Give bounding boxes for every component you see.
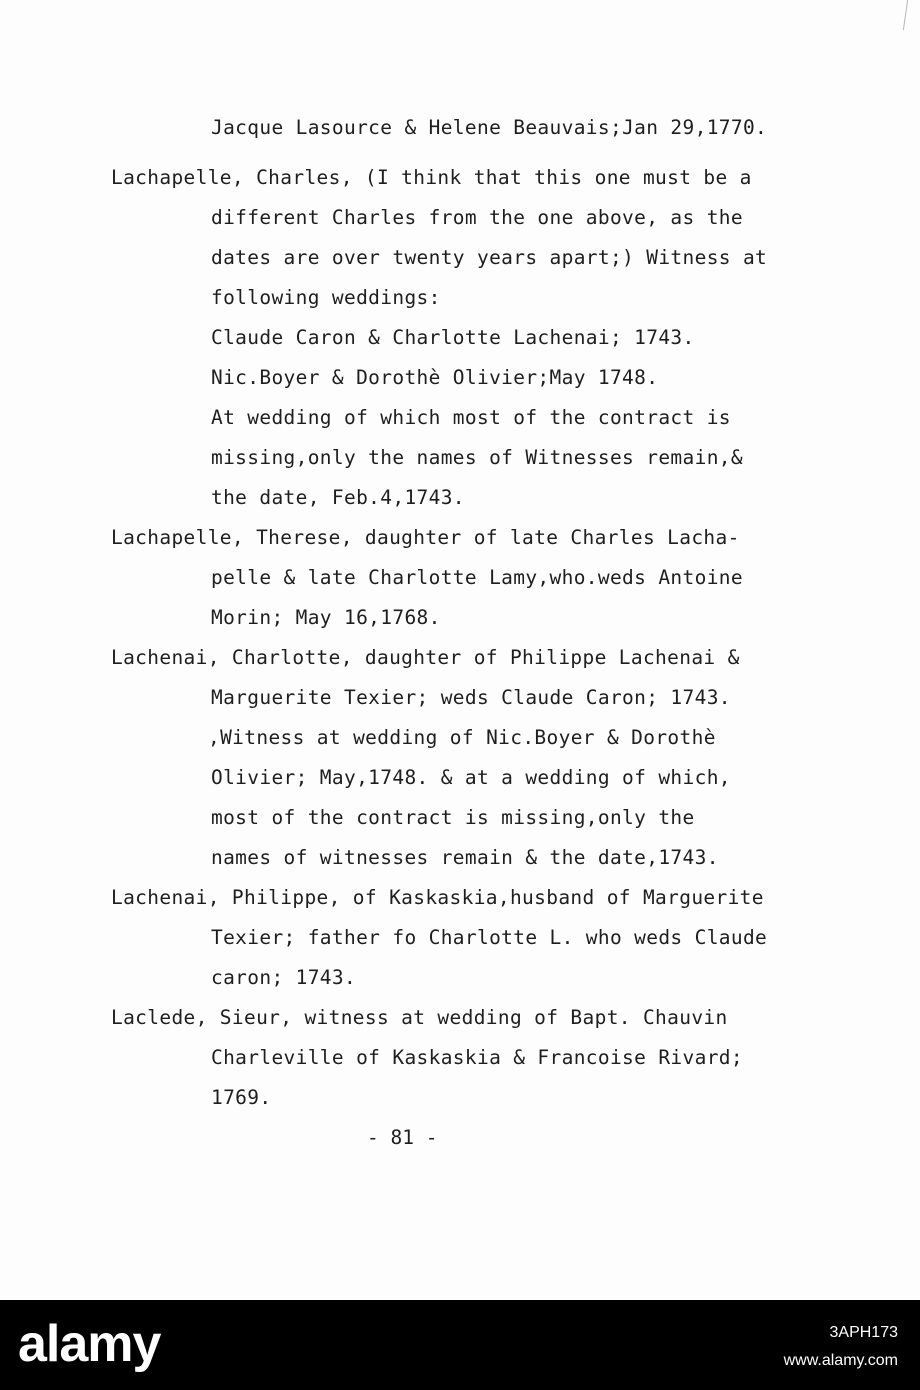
page-edge-mark (903, 0, 914, 30)
entry-heading-lachapelle-therese: Lachapelle, Therese, daughter of late Charles Lacha- (111, 526, 740, 549)
entry-line: different Charles from the one above, as the (211, 206, 743, 229)
entry-line: Texier; father fo Charlotte L. who weds Claude (211, 926, 768, 949)
entry-heading-lachenai-philippe: Lachenai, Philippe, of Kaskaskia,husband of Marguerite (111, 886, 764, 909)
entry-line: following weddings: (211, 286, 441, 309)
entry-line: names of witnesses remain & the date,1743. (211, 846, 719, 869)
entry-heading-lachenai-charlotte: Lachenai, Charlotte, daughter of Philippe Lachenai & (111, 646, 740, 669)
entry-heading-laclede-sieur: Laclede, Sieur, witness at wedding of Bapt. Chauvin (111, 1006, 728, 1029)
stock-watermark-banner (0, 1300, 920, 1390)
entry-line: At wedding of which most of the contract is (211, 406, 731, 429)
entry-line: pelle & late Charlotte Lamy,who.weds Antoine (211, 566, 743, 589)
entry-line: 1769. (211, 1086, 272, 1109)
entry-line: most of the contract is missing,only the (211, 806, 695, 829)
entry-line: the date, Feb.4,1743. (211, 486, 465, 509)
entry-line: Marguerite Texier; weds Claude Caron; 1743. (211, 686, 731, 709)
entry-line: ,Witness at wedding of Nic.Boyer & Dorothè (208, 726, 716, 749)
alamy-logo: alamy (18, 1315, 161, 1373)
entry-line: dates are over twenty years apart;) Witness at (211, 246, 768, 269)
entry-line: caron; 1743. (211, 966, 357, 989)
entry-line: Morin; May 16,1768. (211, 606, 441, 629)
entry-line: Claude Caron & Charlotte Lachenai; 1743. (211, 326, 695, 349)
entry-line: Nic.Boyer & Dorothè Olivier;May 1748. (211, 366, 659, 389)
entry-line: Olivier; May,1748. & at a wedding of which, (211, 766, 731, 789)
entry-line: Jacque Lasource & Helene Beauvais;Jan 29,1770. (211, 116, 768, 139)
entry-heading-lachapelle-charles: Lachapelle, Charles, (I think that this one must be a (111, 166, 752, 189)
entry-line: missing,only the names of Witnesses remain,& (211, 446, 743, 469)
watermark-url: www.alamy.com (783, 1352, 898, 1369)
entry-line: Charleville of Kaskaskia & Francoise Rivard; (211, 1046, 743, 1069)
page-number: - 81 - (367, 1126, 438, 1149)
image-id: 3APH173 (829, 1324, 898, 1341)
